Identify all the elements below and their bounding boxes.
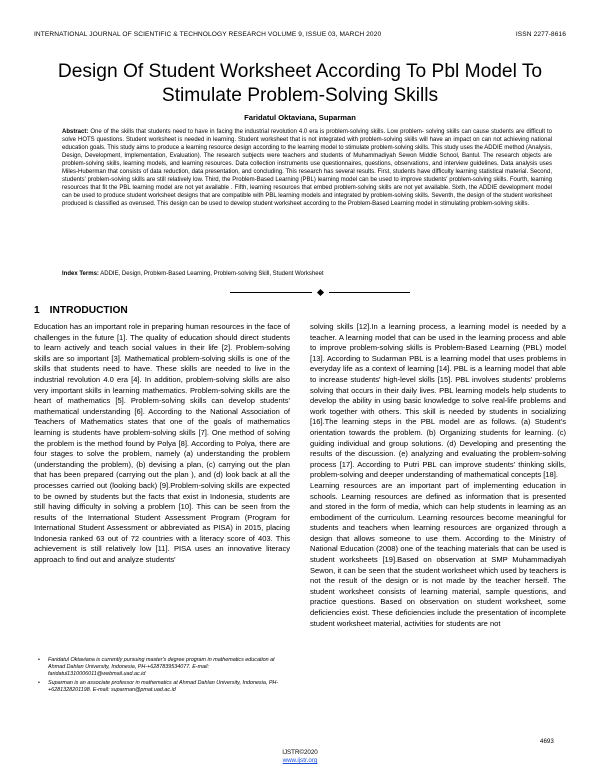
- index-terms: [62, 270, 552, 278]
- paper-authors: Faridatul Oktaviana, Suparman: [244, 113, 356, 122]
- page-number: 4693: [540, 738, 554, 745]
- body-paragraph: Education has an important role in preparing human resources in the face of challenges in the future [1]. The quality of education should direct students to learn actively and teach social values in their life [2]. Problem-solving skills are so important [3]. Mathematical problem-solving skills is one of the skills that students need to have. These skills are needed to live in the industrial revolution 4.0 era [4]. In addition, problem-solving skills are also very important skills in learning mathematics. Problem-solving skills are the heart of mathematics [5]. Problem-solving skills can develop students' mathematical understanding [6]. According to the National Association of Teachers of Mathematics states that one of the goals of mathematics learning is students have problem-solving skills [7]. One method of solving the problem is the method found by Polya [8]. According to Polya, there are four stages to solve the problem, namely (a) understanding the problem (understanding the problem), (b) devising a plan, (c) carrying out the plan that has been prepared (carrying out the plan ), and (d) look back at all the processes carried out (looking back) [9].Problem-solving skills are expected to be owned by students but the facts that exist in Indonesia, students are still having difficulty in solving a problem [10]. This can be seen from the results of the International Student Assessment Program (Program for International Student Assessment or abbreviated as PISA) in 2015, placing Indonesia ranked 63 out of 72 countries with a literacy score of 403. This achievement is still relatively low [11]. PISA uses an innovative literacy approach to find out and analyze students': [34, 322, 290, 565]
- section-title: INTRODUCTION: [49, 305, 128, 316]
- divider-line-right: [329, 292, 411, 293]
- index-terms-text: ADDIE, Design, Problem-Based Learning, Problem-solving Skill, Student Worksheet: [100, 271, 324, 277]
- section-number: 1: [34, 305, 40, 316]
- journal-header: INTERNATIONAL JOURNAL OF SCIENTIFIC & TECHNOLOGY RESEARCH VOLUME 9, ISSUE 03, MARCH 2020: [34, 31, 382, 38]
- footnote-item: • Suparman is an associate professor in mathematics at Ahmad Dahlan University, Indonesia, PH-+6281328201198. E-mail: suparman@pmat.uad.ac.id: [48, 680, 290, 694]
- author-footnotes: [34, 657, 290, 696]
- section-divider: [230, 288, 410, 296]
- body-paragraph: Learning resources are an important part of implementing education in schools. Learning resources are defined as information that is presented and stored in the form of media, which can help students in learning as an embodiment of the curriculum. Learning resources become meaningful for students and teachers when learning resources are organized through a design that allows someone to use them. According to the Ministry of National Education (2008) one of the teaching materials that can be used is student worksheets [19].Based on observation at SMP Muhammadiyah Sewon, it can be seen that the student worksheet which used by teachers is not the result of the design or is not made by the teacher herself. The student worksheet consists of learning material, sample questions, and practice questions. Based on observation on student worksheet, some deficiencies exist. These deficiencies include the presentation of incomplete student worksheet material, activities for students are not: [310, 480, 566, 628]
- section-heading: [34, 305, 128, 316]
- body-column-left: [34, 322, 290, 622]
- body-column-right: [310, 322, 566, 734]
- running-header: [34, 31, 566, 38]
- index-terms-label: Index Terms:: [62, 271, 99, 277]
- footer-url-link[interactable]: www.ijstr.org: [282, 757, 318, 764]
- abstract-text: One of the skills that students need to have in facing the industrial revolution 4.0 era is problem-solving skills. Low problem- solving skills can cause students are difficult to solve HOTS questions. Student worksheet is needed in learning. Student worksheet that is not integrated with problem-solving skills will have an impact on can not achieving national education goals. This study aims to produce a learning resource design according to the learning model to stimulate problem-solving skills. This study uses the ADDIE method (Analysis, Design, Development, Implementation, Evaluation). The research subjects were teachers and students of Muhammadiyah Sewon Middle School, Bantul. The research objects are problem-solving skills, learning models, and learning resources. Data collection instruments use questionnaires, questions, observations, and interview guidelines. Data analysis uses Miles-Huberman that consists of data reduction, data presentation, and concluding. This research has several results. First, students have difficulty learning statistical material. Second, students' problem-solving skills are still relatively low. Third, the Problem-Based Learning (PBL) learning model can be used to improve students' problem-solving skills. Fourth, learning resources that fit the PBL learning model are not yet available . Fifth, learning resources that embed problem-solving skills are not yet available. Sixth, the ADDIE development model can be used to produce student worksheet designs that are compatible with PBL learning models and integrated by problem-solving skills. Seventh, the design of the student worksheet produced is classified as overused. This design can be used to develop student worksheet according to the Problem-Based Learning model in stimulating problem-solving skills.: [62, 129, 552, 208]
- body-paragraph: solving skills [12].In a learning process, a learning model is needed by a teacher. A learning model that can be used in the learning process and able to improve problem-solving skills is Problem-Based Learning (PBL) model [13]. According to Sudarman PBL is a learning model that uses problems in everyday life as a context of learning [14]. PBL is a learning model that able to increase students' high-level skills [15]. PBL involves students' problems solving that occurs in their daily lives. PBL learning models help students to develop the ability in using basic knowledge to solve real-life problems and work together with others. This skill is needed by students in socializing [16].The learning steps in the PBL model are as follows. (a) Student's orientation towards the problem. (b) Organizing students for learning. (c) guiding individual and group solutions. (d) Developing and presenting the results of the discussion. (e) analyzing and evaluating the problem-solving process [17]. According to Putri PBL can improve students' thinking skills, problem-solving and deeper understanding of mathematical concepts [18].: [310, 322, 566, 480]
- footnote-item: • Faridatul Oktaviana is currently pursuing master's degree program in mathematics education at Ahmad Dahlan University, Indonesia, PH-+6287839534077. E-mail: faridatul1310006011@webmail.uad.ac.id: [48, 657, 290, 678]
- abstract: [62, 128, 552, 208]
- abstract-label: Abstract:: [62, 129, 89, 135]
- divider-line-left: [230, 292, 312, 293]
- footer-journal-code: IJSTR©2020: [282, 749, 318, 756]
- divider-diamond-icon: [316, 288, 323, 295]
- paper-title: Design Of Student Worksheet According To Pbl Model To Stimulate Problem-Solving Skills: [57, 61, 543, 106]
- issn-header: ISSN 2277-8616: [515, 31, 566, 38]
